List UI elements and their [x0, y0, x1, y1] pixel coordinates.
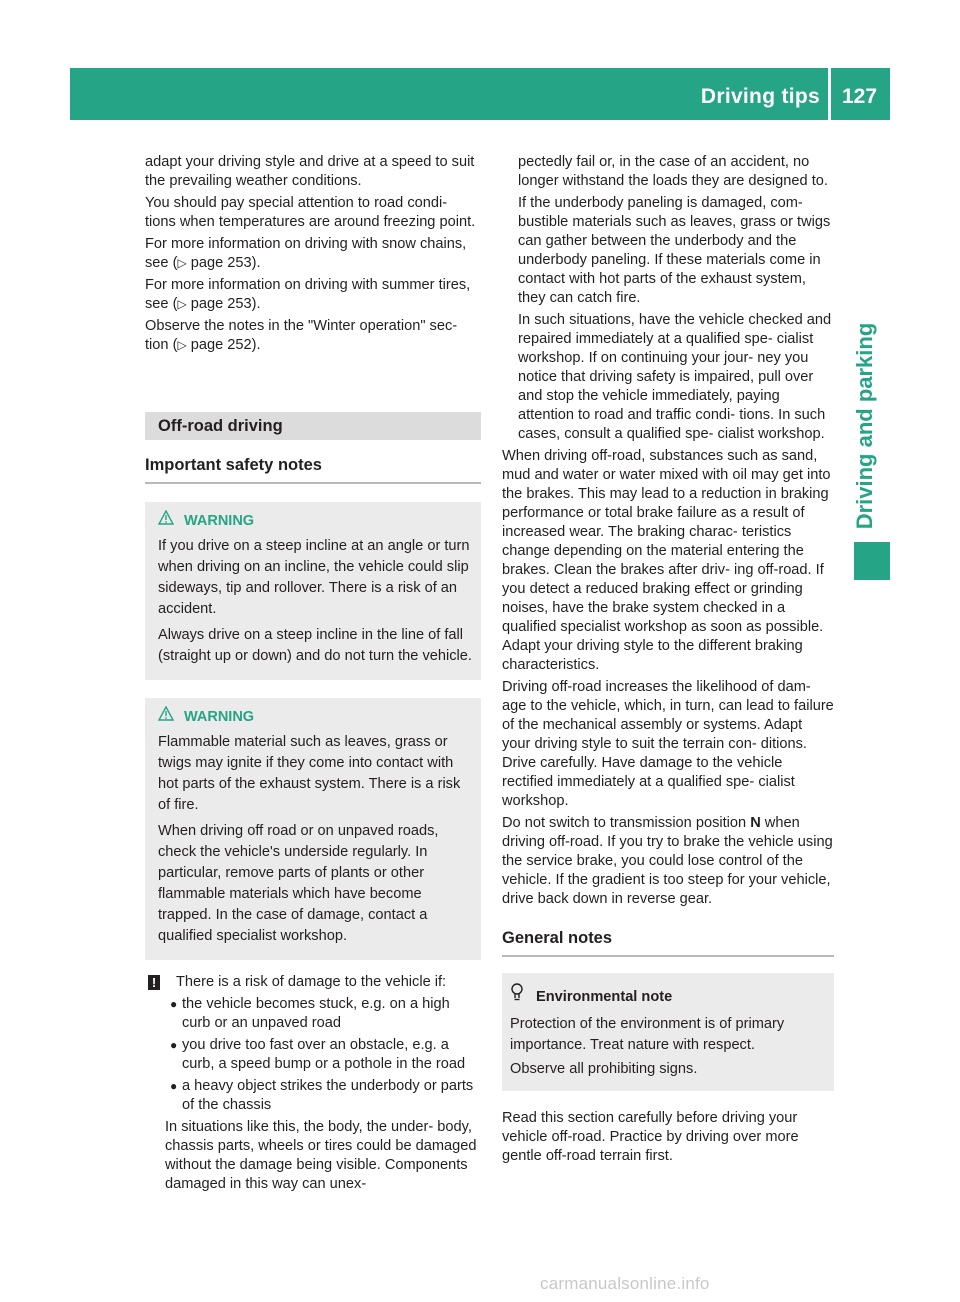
- section-title: Off-road driving: [145, 412, 481, 440]
- bullet-icon: ●: [170, 1038, 178, 1052]
- env-note-text: Observe all prohibiting signs.: [510, 1061, 698, 1077]
- notice-continuation: pectedly fail or, in the case of an accident, no longer withstand the loads they are designed to.: [518, 154, 828, 189]
- page-header: [70, 68, 890, 120]
- page-link[interactable]: page 252).: [190, 337, 261, 353]
- winter-operation-ref: Observe the notes in the "Winter operation" sec- tion (▷ page 252).: [145, 318, 458, 353]
- damage-paragraph: Driving off-road increases the likelihood of dam- age to the vehicle, which, in turn, can lead to failure of the mechanical assembly or systems. Adapt your driving style to suit the terrain con- ditions. Drive carefully. Have damage to the vehicle rectified immediately at a qualified spe- cialist workshop.: [502, 679, 834, 809]
- damage-notice: [145, 973, 481, 992]
- general-notes-title: General notes: [502, 927, 834, 957]
- workshop-paragraph: In such situations, have the vehicle checked and repaired immediately at a qualified spe- cialist workshop. If on continuing your jour- ney you notice that driving safety is impaired, pull over and stop the vehicle immediately, paying attention to road and traffic condi- tions. In such cases, consult a qualified spe- cialist workshop.: [518, 312, 832, 442]
- page-link[interactable]: page 253).: [190, 296, 261, 312]
- notice-continuation: In situations like this, the body, the under- body, chassis parts, wheels or tires could be damaged without the damage being visible. Components damaged in this way can unex-: [165, 1119, 477, 1192]
- watermark: carmanualsonline.info: [540, 1274, 710, 1293]
- brakes-paragraph: When driving off-road, substances such as sand, mud and water or water mixed with oil may get into the brakes. This may lead to a reduction in braking performance or total brake failure as a result of increased wear. The braking charac- teristics change depending on the material entering the brakes. Clean the brakes after driv- ing off-road. If you detect a reduced braking effect or grinding noises, have the brake system checked in a qualified specialist workshop as soon as possible. Adapt your driving style to the different braking characteristics.: [502, 448, 831, 673]
- gear-position-n: N: [750, 815, 761, 831]
- left-column: [145, 153, 481, 1194]
- warning-text: If you drive on a steep incline at an angle or turn when driving on an incline, the vehicle could slip sideways, tip and rollover. There is a risk of an accident.: [158, 538, 470, 617]
- exclamation-icon: !: [148, 975, 160, 990]
- side-tab-label: Driving and parking: [852, 322, 877, 530]
- warning-text: When driving off road or on unpaved roads, check the vehicle's underside regularly. In particular, remove parts of plants or other flammable materials which have become trapped. In the case of damage, contact a qualified specialist workshop.: [158, 823, 439, 944]
- env-note-title: Environmental note: [510, 983, 826, 1007]
- list-item: ● a heavy object strikes the underbody or parts of the chassis: [170, 1078, 474, 1113]
- read-section-paragraph: Read this section carefully before driving your vehicle off-road. Practice by driving over more gentle off-road terrain first.: [502, 1110, 799, 1164]
- page-ref-arrow-icon: ▷: [177, 338, 187, 352]
- page-ref-arrow-icon: ▷: [177, 256, 187, 270]
- warning-triangle-icon: [158, 510, 176, 531]
- warning-box-incline: [145, 502, 481, 680]
- page-number: 127: [842, 85, 878, 108]
- subsection-title: Important safety notes: [145, 454, 481, 484]
- environmental-note-box: [502, 973, 834, 1091]
- page-ref-arrow-icon: ▷: [177, 297, 187, 311]
- warning-text: Always drive on a steep incline in the line of fall (straight up or down) and do not turn the vehicle.: [158, 627, 472, 664]
- underbody-paragraph: If the underbody paneling is damaged, com- bustible materials such as leaves, grass or twigs can gather between the underbody and the underbody paneling. If these materials come in contact with hot parts of the exhaust system, they can catch fire.: [518, 195, 831, 306]
- warning-triangle-icon: [158, 706, 176, 727]
- warning-box-fire: [145, 698, 481, 960]
- env-note-text: Protection of the environment is of primary importance. Treat nature with respect.: [510, 1016, 785, 1053]
- chapter-title: Driving tips: [700, 85, 820, 108]
- neutral-paragraph: Do not switch to transmission position N when driving off-road. If you try to brake the vehicle using the service brake, you could lose control of the vehicle. If the gradient is too steep for your vehicle, drive back down in reverse gear.: [502, 815, 833, 907]
- page-link[interactable]: page 253).: [190, 255, 261, 271]
- bullet-icon: ●: [170, 997, 178, 1011]
- snow-chains-ref: For more information on driving with snow chains, see (▷ page 253).: [145, 236, 467, 271]
- notice-text: There is a risk of damage to the vehicle if:: [176, 974, 447, 990]
- right-column: [502, 153, 834, 1169]
- lightbulb-icon: [510, 983, 536, 1007]
- intro-paragraph: adapt your driving style and drive at a speed to suit the prevailing weather conditions.: [145, 154, 475, 189]
- header-divider: [828, 68, 831, 120]
- list-item: ● you drive too fast over an obstacle, e.g. a curb, a speed bump or a pothole in the road: [170, 1037, 466, 1072]
- summer-tires-ref: For more information on driving with summer tires, see (▷ page 253).: [145, 277, 471, 312]
- list-item: ● the vehicle becomes stuck, e.g. on a high curb or an unpaved road: [170, 996, 450, 1031]
- side-tab-marker: [854, 542, 890, 580]
- bullet-icon: ●: [170, 1079, 178, 1093]
- damage-list: [145, 995, 481, 1115]
- warning-title: WARNING: [158, 510, 473, 531]
- warning-text: Flammable material such as leaves, grass or twigs may ignite if they come into contact with hot parts of the exhaust system. There is a risk of fire.: [158, 734, 461, 813]
- freezing-paragraph: You should pay special attention to road condi- tions when temperatures are around freezing point.: [145, 195, 476, 230]
- warning-title: WARNING: [158, 706, 473, 727]
